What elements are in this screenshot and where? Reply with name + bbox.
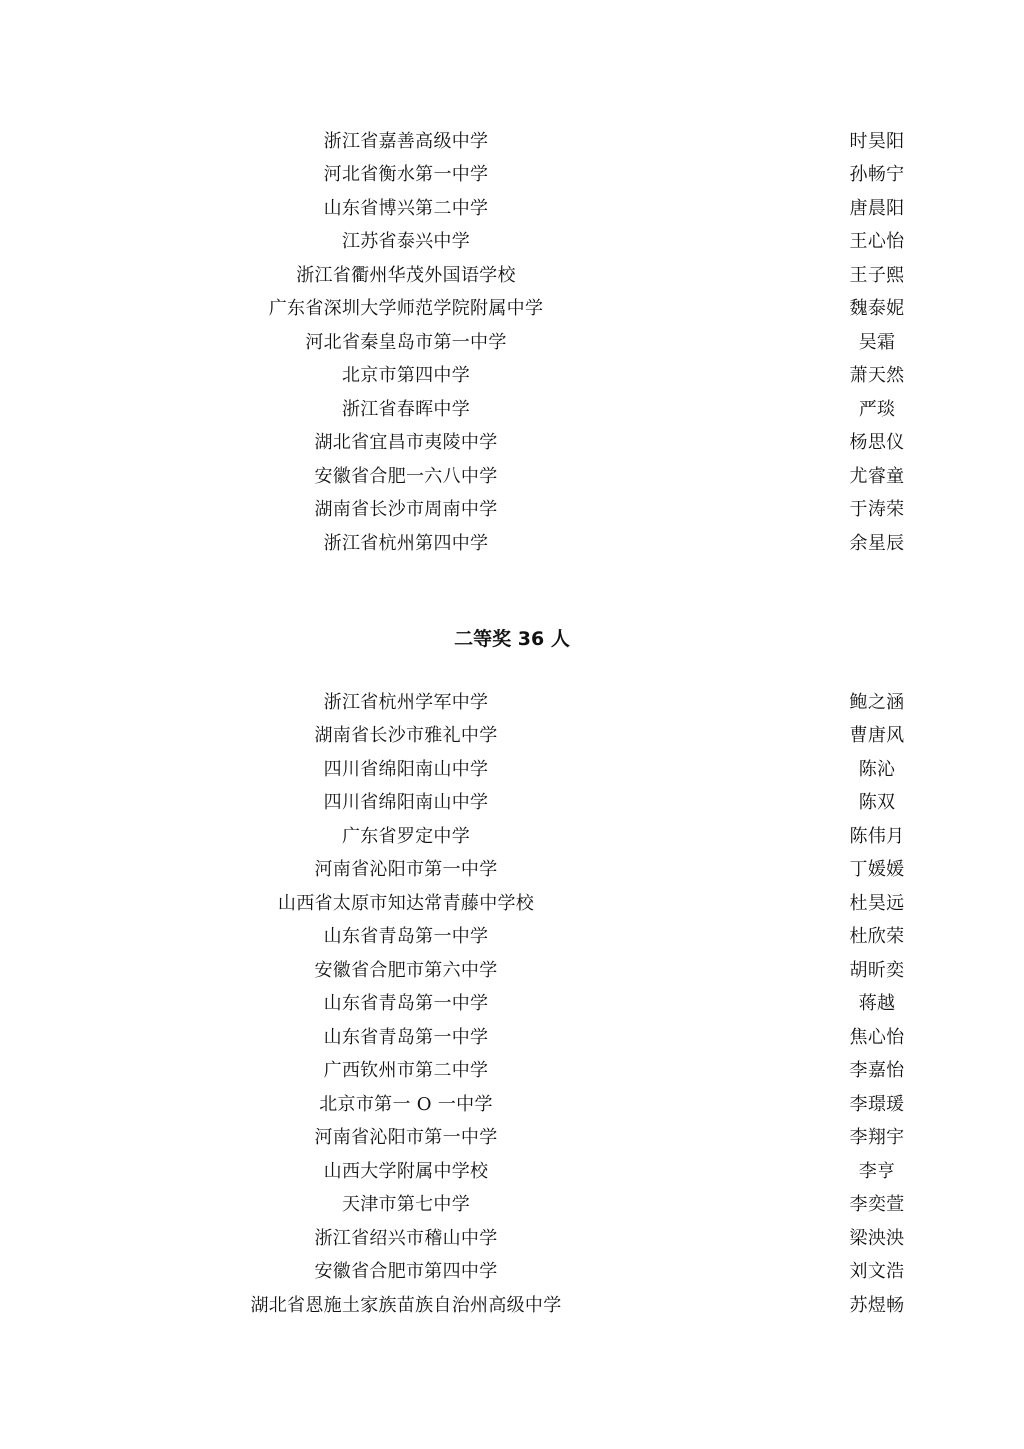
winner-row: [0, 492, 1024, 526]
student-name: 尤睿童: [849, 465, 905, 487]
winner-row: [0, 324, 1024, 358]
winner-list-continued: [0, 123, 1024, 559]
student-name: 胡昕奕: [849, 959, 905, 981]
winner-row: [0, 157, 1024, 191]
student-name: 李奕萱: [849, 1194, 905, 1216]
student-name: 陈双: [858, 792, 896, 814]
school-name: 湖南省长沙市雅礼中学: [314, 725, 498, 747]
school-name: 江苏省泰兴中学: [341, 231, 471, 253]
school-name: 山西省太原市知达常青藤中学校: [277, 892, 535, 914]
school-name: 湖北省宜昌市夷陵中学: [314, 432, 498, 454]
winner-row: [0, 1120, 1024, 1154]
winner-row: [0, 952, 1024, 986]
school-name: 山西大学附属中学校: [323, 1160, 489, 1182]
student-name: 孙畅宁: [849, 164, 905, 186]
school-name: 浙江省衢州华茂外国语学校: [296, 264, 516, 286]
school-name: 湖南省长沙市周南中学: [314, 499, 498, 521]
winner-row: [0, 1153, 1024, 1187]
student-name: 刘文浩: [849, 1261, 905, 1283]
student-name: 唐晨阳: [849, 197, 905, 219]
winner-row: [0, 986, 1024, 1020]
student-name: 于涛荣: [849, 499, 905, 521]
second-prize-heading: 二等奖 36 人: [454, 628, 570, 650]
school-name: 河北省秦皇岛市第一中学: [305, 331, 507, 353]
winner-row: [0, 190, 1024, 224]
winner-row: [0, 425, 1024, 459]
student-name: 杨思仪: [849, 432, 905, 454]
winner-row: [0, 1053, 1024, 1087]
school-name: 安徽省合肥市第六中学: [314, 959, 498, 981]
winner-row: [0, 751, 1024, 785]
student-name: 焦心怡: [849, 1026, 905, 1048]
student-name: 蒋越: [858, 993, 896, 1015]
student-name: 时昊阳: [849, 130, 905, 152]
student-name: 陈伟月: [849, 825, 905, 847]
winner-row: [0, 358, 1024, 392]
student-name: 李嘉怡: [849, 1060, 905, 1082]
student-name: 萧天然: [849, 365, 905, 387]
school-name: 河南省沁阳市第一中学: [314, 859, 498, 881]
student-name: 杜欣荣: [849, 926, 905, 948]
second-prize-list: [0, 684, 1024, 1321]
school-name: 安徽省合肥市第四中学: [314, 1261, 498, 1283]
school-name: 天津市第七中学: [341, 1194, 471, 1216]
winner-row: [0, 852, 1024, 886]
school-name: 广东省罗定中学: [341, 825, 471, 847]
school-name: 山东省青岛第一中学: [323, 993, 489, 1015]
winner-row: [0, 257, 1024, 291]
school-name: 山东省青岛第一中学: [323, 1026, 489, 1048]
winner-row: [0, 1086, 1024, 1120]
school-name: 四川省绵阳南山中学: [323, 758, 489, 780]
winner-row: [0, 919, 1024, 953]
winner-row: [0, 1187, 1024, 1221]
winner-row: [0, 1287, 1024, 1321]
student-name: 魏泰妮: [849, 298, 905, 320]
winner-row: [0, 1019, 1024, 1053]
student-name: 丁媛媛: [849, 859, 905, 881]
winner-row: [0, 785, 1024, 819]
school-name: 河南省沁阳市第一中学: [314, 1127, 498, 1149]
student-name: 吴霜: [858, 331, 896, 353]
student-name: 王子熙: [849, 264, 905, 286]
student-name: 曹唐风: [849, 725, 905, 747]
school-name: 河北省衡水第一中学: [323, 164, 489, 186]
student-name: 严琰: [858, 398, 896, 420]
school-name: 山东省青岛第一中学: [323, 926, 489, 948]
winner-row: [0, 224, 1024, 258]
student-name: 王心怡: [849, 231, 905, 253]
school-name: 湖北省恩施土家族苗族自治州高级中学: [250, 1294, 562, 1316]
school-name: 浙江省杭州第四中学: [323, 532, 489, 554]
school-name: 浙江省杭州学军中学: [323, 691, 489, 713]
school-name: 北京市第四中学: [341, 365, 471, 387]
winner-row: [0, 1254, 1024, 1288]
winner-row: [0, 123, 1024, 157]
student-name: 李亨: [858, 1160, 896, 1182]
winner-row: [0, 458, 1024, 492]
school-name: 浙江省春晖中学: [341, 398, 471, 420]
winner-row: [0, 391, 1024, 425]
winner-row: [0, 885, 1024, 919]
winner-row: [0, 291, 1024, 325]
school-name: 广东省深圳大学师范学院附属中学: [268, 298, 544, 320]
student-name: 陈沁: [858, 758, 896, 780]
winner-row: [0, 525, 1024, 559]
school-name: 山东省博兴第二中学: [323, 197, 489, 219]
student-name: 李璟瑗: [849, 1093, 905, 1115]
student-name: 苏煜畅: [849, 1294, 905, 1316]
student-name: 鲍之涵: [849, 691, 905, 713]
school-name: 广西钦州市第二中学: [323, 1060, 489, 1082]
school-name: 北京市第一 O 一中学: [319, 1093, 493, 1115]
student-name: 余星辰: [849, 532, 905, 554]
student-name: 梁泱泱: [849, 1227, 905, 1249]
school-name: 浙江省绍兴市稽山中学: [314, 1227, 498, 1249]
winner-row: [0, 718, 1024, 752]
school-name: 四川省绵阳南山中学: [323, 792, 489, 814]
student-name: 李翔宇: [849, 1127, 905, 1149]
winner-row: [0, 818, 1024, 852]
winner-row: [0, 684, 1024, 718]
school-name: 安徽省合肥一六八中学: [314, 465, 498, 487]
student-name: 杜昊远: [849, 892, 905, 914]
winner-row: [0, 1220, 1024, 1254]
school-name: 浙江省嘉善高级中学: [323, 130, 489, 152]
